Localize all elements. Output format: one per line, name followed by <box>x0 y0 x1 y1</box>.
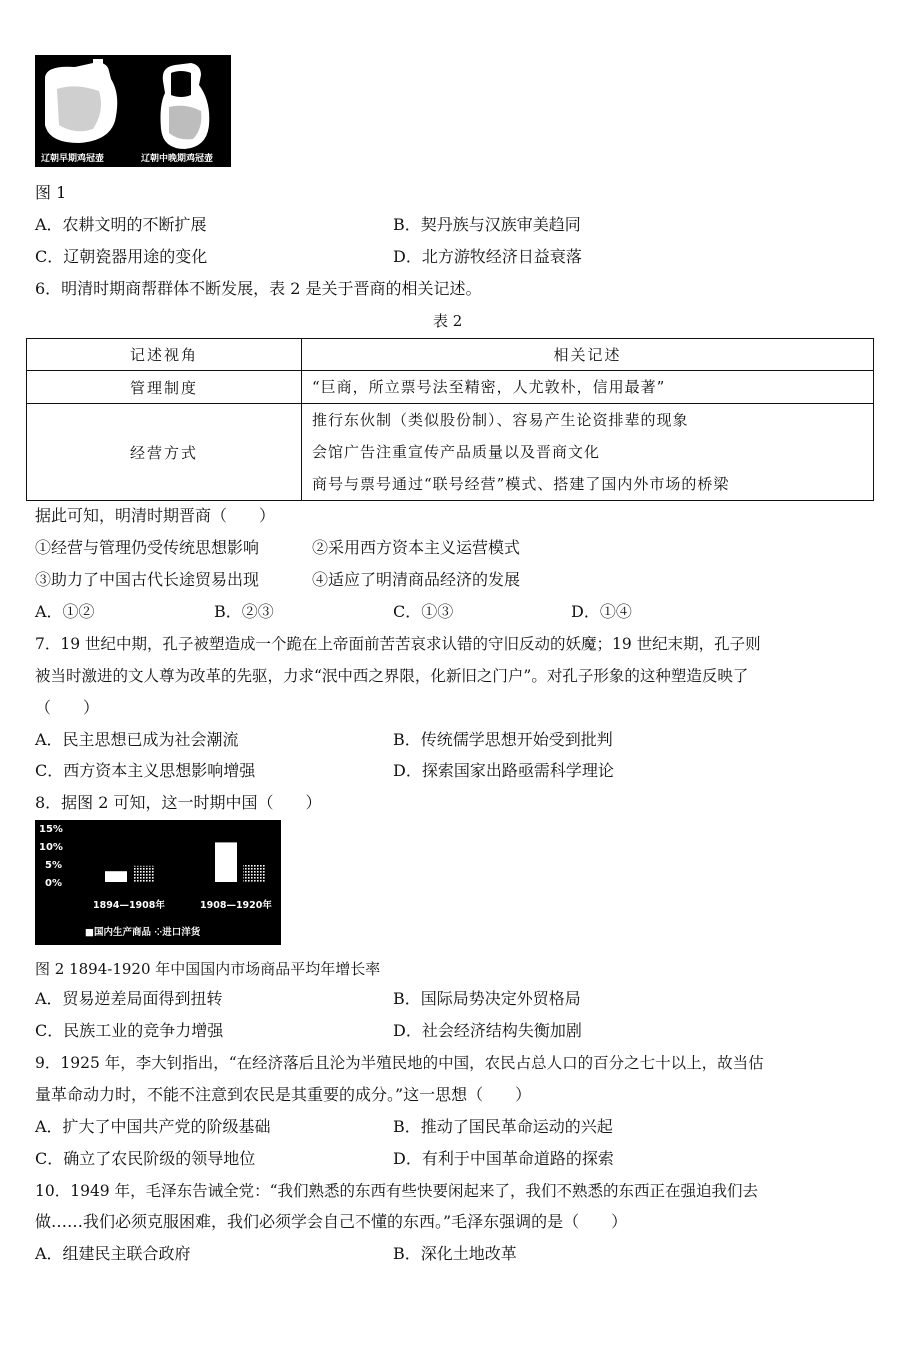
q7-stem-line-3: （ ） <box>35 698 100 717</box>
q8-option-d[interactable]: D．社会经济结构失衡加剧 <box>393 1021 582 1040</box>
q6-option-a[interactable]: A．①② <box>35 602 95 621</box>
q6-option-c[interactable]: C．①③ <box>393 602 454 621</box>
q6-stem: 6．明清时期商帮群体不断发展，表 2 是关于晋商的相关记述。 <box>35 279 482 298</box>
q5-option-b[interactable]: B．契丹族与汉族审美趋同 <box>393 215 581 234</box>
q10-option-b[interactable]: B．深化土地改革 <box>393 1244 517 1263</box>
q9-stem-line-1: 9．1925 年，李大钊指出，“在经济落后且沦为半殖民地的中国，农民占总人口的百分之七十以上，故当估 <box>35 1054 764 1072</box>
q6-option-d[interactable]: D．①④ <box>571 602 632 621</box>
q10-option-a[interactable]: A．组建民主联合政府 <box>35 1244 191 1263</box>
q7-option-a[interactable]: A．民主思想已成为社会潮流 <box>35 730 239 749</box>
table-header-perspective: 记述视角 <box>27 339 302 371</box>
q8-stem: 8．据图 2 可知，这一时期中国（ ） <box>35 793 322 812</box>
q6-option-b[interactable]: B．②③ <box>214 602 274 621</box>
q6-statement-2: ②采用西方资本主义运营模式 <box>312 538 521 557</box>
q9-option-d[interactable]: D．有利于中国革命道路的探索 <box>393 1149 614 1168</box>
early-jug-caption: 辽朝早期鸡冠壶 <box>41 154 105 164</box>
q5-option-d[interactable]: D．北方游牧经济日益衰落 <box>393 247 582 266</box>
q7-option-b[interactable]: B．传统儒学思想开始受到批判 <box>393 730 613 749</box>
late-jug-shade <box>169 106 201 140</box>
y-tick-label: 15% <box>39 824 63 835</box>
early-jug-spout <box>93 59 103 69</box>
q6-statement-3: ③助力了中国古代长途贸易出现 <box>35 570 260 589</box>
q8-option-c[interactable]: C．民族工业的竞争力增强 <box>35 1021 224 1040</box>
q9-option-a[interactable]: A．扩大了中国共产党的阶级基础 <box>35 1117 271 1136</box>
q9-option-b[interactable]: B．推动了国民革命运动的兴起 <box>393 1117 613 1136</box>
early-jug-shade <box>57 86 101 131</box>
bar-imported-goods <box>133 866 155 882</box>
q6-lead: 据此可知，明清时期晋商（ ） <box>35 506 276 525</box>
table-row <box>27 404 874 501</box>
q7-stem-line-1: 7．19 世纪中期，孔子被塑造成一个跪在上帝面前苦苦哀求认错的守旧反动的妖魔；19 世纪末期，孔子则 <box>35 635 761 653</box>
record-line: 推行东伙制（类似股份制）、容易产生论资排辈的现象 <box>312 411 689 429</box>
figure-2-chart <box>35 820 281 945</box>
q7-option-d[interactable]: D．探索国家出路亟需科学理论 <box>393 761 614 780</box>
record-line: “巨商，所立票号法至精密，人尤敦朴，信用最著” <box>312 378 666 396</box>
q6-statement-4: ④适应了明清商品经济的发展 <box>312 570 521 589</box>
q9-option-c[interactable]: C．确立了农民阶级的领导地位 <box>35 1149 256 1168</box>
jug-illustrations <box>35 55 231 167</box>
q5-option-a[interactable]: A．农耕文明的不断扩展 <box>35 215 207 234</box>
table-cell-perspective: 经营方式 <box>27 404 302 501</box>
late-jug-opening <box>171 71 191 97</box>
table-row <box>27 371 874 404</box>
table-header-records: 相关记述 <box>302 339 874 371</box>
table-cell-records <box>302 404 874 501</box>
q8-option-b[interactable]: B．国际局势决定外贸格局 <box>393 989 581 1008</box>
y-tick-label: 5% <box>45 860 62 871</box>
y-tick-label: 0% <box>45 878 62 889</box>
bar-chart-svg <box>35 820 281 945</box>
q5-option-c[interactable]: C．辽朝瓷器用途的变化 <box>35 247 208 266</box>
table-header-row <box>27 339 874 371</box>
table-2-title: 表 2 <box>433 312 463 330</box>
q10-stem-line-2: 做……我们必须克服困难，我们必须学会自己不懂的东西。”毛泽东强调的是（ ） <box>35 1212 628 1231</box>
x-category-label: 1894—1908年 <box>93 900 165 911</box>
figure-1-label: 图 1 <box>35 183 67 202</box>
q9-stem-line-2: 量革命动力时，不能不注意到农民是其重要的成分。”这一思想（ ） <box>35 1085 532 1104</box>
table-cell-records <box>302 371 874 404</box>
y-tick-label: 10% <box>39 842 63 853</box>
q10-stem-line-1: 10．1949 年，毛泽东告诫全党：“我们熟悉的东西有些快要闲起来了，我们不熟悉的东西正在强迫我们去 <box>35 1182 759 1200</box>
figure-1-image <box>35 55 231 167</box>
chart-legend: ■国内生产商品 ⁘进口洋货 <box>85 927 201 938</box>
x-category-label: 1908—1920年 <box>200 900 272 911</box>
q6-statement-1: ①经营与管理仍受传统思想影响 <box>35 538 260 557</box>
bar-imported-goods <box>243 864 265 882</box>
bar-domestic-goods <box>215 842 237 882</box>
late-jug-caption: 辽朝中晚期鸡冠壶 <box>141 154 214 164</box>
record-line: 会馆广告注重宣传产品质量以及晋商文化 <box>312 443 601 461</box>
q8-option-a[interactable]: A．贸易逆差局面得到扭转 <box>35 989 223 1008</box>
bar-domestic-goods <box>105 871 127 882</box>
table-2 <box>26 338 874 501</box>
q7-stem-line-2: 被当时激进的文人尊为改革的先驱，力求“泯中西之界限，化新旧之门户”。对孔子形象的这种塑造反映了 <box>35 667 749 685</box>
table-cell-perspective: 管理制度 <box>27 371 302 404</box>
q7-option-c[interactable]: C．西方资本主义思想影响增强 <box>35 761 256 780</box>
record-line: 商号与票号通过“联号经营”模式、搭建了国内外市场的桥梁 <box>312 475 730 493</box>
figure-2-caption: 图 2 1894-1920 年中国国内市场商品平均年增长率 <box>35 960 381 978</box>
